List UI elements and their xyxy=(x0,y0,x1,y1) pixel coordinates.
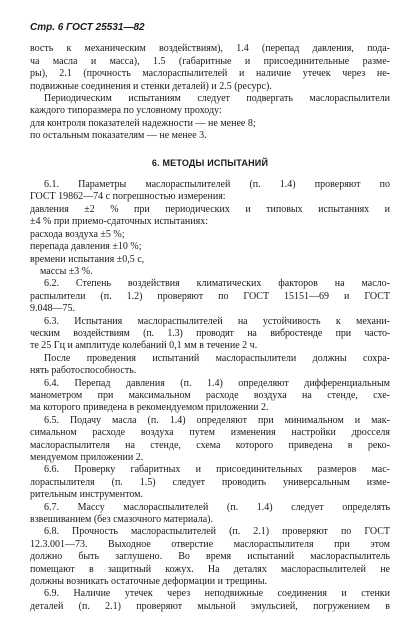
text-line: рительным инструментом. xyxy=(30,489,143,501)
text-line: должно быть заглушено. Во время испытаний маслораспылитель xyxy=(30,551,390,563)
text-line: для контроля показателей надежности — не менее 8; xyxy=(30,117,256,129)
text-line: подвижные соединения и стенки деталей) и 2.5 (ресурс). xyxy=(30,80,272,92)
text-line: После проведения испытаний маслораспылители должны сохра- xyxy=(44,352,390,364)
text-line: ±4 % при приемо-сдаточных испытаниях: xyxy=(30,216,208,228)
text-line: вость к механическим воздействиям), 1.4 (перепад давления, пода- xyxy=(30,43,390,55)
text-line: времени испытания ±0,5 с, xyxy=(30,253,145,265)
paragraph-periodic xyxy=(30,93,390,143)
text-line: должны возникать остаточные деформации и трещины. xyxy=(30,576,268,588)
text-line: симальном расходе воздуха путем изменения настройки дросселя xyxy=(30,427,390,439)
paragraph-intro xyxy=(30,43,390,93)
text-line: перепада давления ±10 %; xyxy=(30,241,142,253)
text-line: 6.8. Прочность маслораспылителей (п. 2.1) проверяют по ГОСТ xyxy=(44,526,390,538)
text-line: ческим воздействиям (п. 1.3) проводят на вибростенде при часто- xyxy=(30,327,390,339)
text-line: 6.9. Наличие утечек через неподвижные соединения и стенки xyxy=(44,588,390,600)
text-line: распылители (п. 1.2) проверяют по ГОСТ 15151—69 и ГОСТ xyxy=(30,290,390,302)
text-line: по остальным показателям — не менее 3. xyxy=(30,130,207,142)
text-line: 6.5. Подачу масла (п. 1.4) определяют при минимальном и мак- xyxy=(44,414,390,426)
text-line: 12.3.001—73. Выходное отверстие маслораспылителя при этом xyxy=(30,538,390,550)
text-line: 6.7. Массу маслораспылителей (п. 1.4) следует определять xyxy=(44,501,390,513)
section-title: 6. МЕТОДЫ ИСПЫТАНИЙ xyxy=(151,157,269,168)
text-line: мендуемом приложении 2. xyxy=(30,452,144,463)
text-line: 6.3. Испытания маслораспылителей на устойчивость к механи- xyxy=(44,315,390,327)
text-line: деталей (п. 2.1) проверяют мыльной эмульсией, погружением в xyxy=(30,600,390,612)
text-line: расхода воздуха ±5 %; xyxy=(30,228,125,240)
text-line: ГОСТ 19862—74 с погрешностью измерения: xyxy=(30,191,226,203)
text-line: те 25 Гц и амплитуде колебаний 0,1 мм в течение 2 ч. xyxy=(30,340,258,352)
text-line: ма которого приведена в рекомендуемом приложении 2. xyxy=(30,402,269,414)
text-line: давления ±2 % при периодических и типовых испытаниях и xyxy=(30,203,390,215)
text-line: 6.2. Степень воздействия климатических факторов на масло- xyxy=(44,278,390,290)
text-line: каждого типоразмера по условному проходу: xyxy=(30,105,222,117)
text-line: массы ±3 %. xyxy=(40,265,93,277)
text-line: Периодическим испытаниям следует подвергать маслораспылители xyxy=(44,93,390,105)
text-line: взвешиванием (без смазочного материала). xyxy=(30,514,214,526)
text-line: 9.048—75. xyxy=(30,303,75,315)
text-line: ры), 2.1 (прочность маслораспылителей и наличие утечек через не- xyxy=(30,68,390,80)
text-line: помещают в защитный кожух. На деталях маслораспылителей не xyxy=(30,563,390,575)
text-line: маслораспылителя на стенде, схема которого приведена в реко- xyxy=(30,439,390,451)
text-line: 6.6. Проверку габаритных и присоединительных размеров мас- xyxy=(44,464,390,476)
page-header: Стр. 6 ГОСТ 25531—82 xyxy=(30,22,145,33)
text-line: лораспылителя (п. 1.5) следует проводить универсальным изме- xyxy=(30,476,390,488)
text-line: 6.4. Перепад давления (п. 1.4) определяют дифференциальным xyxy=(44,377,390,389)
section-body xyxy=(30,179,390,613)
text-line: нять работоспособность. xyxy=(30,365,137,377)
text-line: манометром при максимальном расходе воздуха на стенде, схе- xyxy=(30,389,390,401)
text-line: ча масла и масса), 1.5 (габаритные и присоединительные разме- xyxy=(30,55,390,67)
text-line: 6.1. Параметры маслораспылителей (п. 1.4) проверяют по xyxy=(44,179,390,191)
